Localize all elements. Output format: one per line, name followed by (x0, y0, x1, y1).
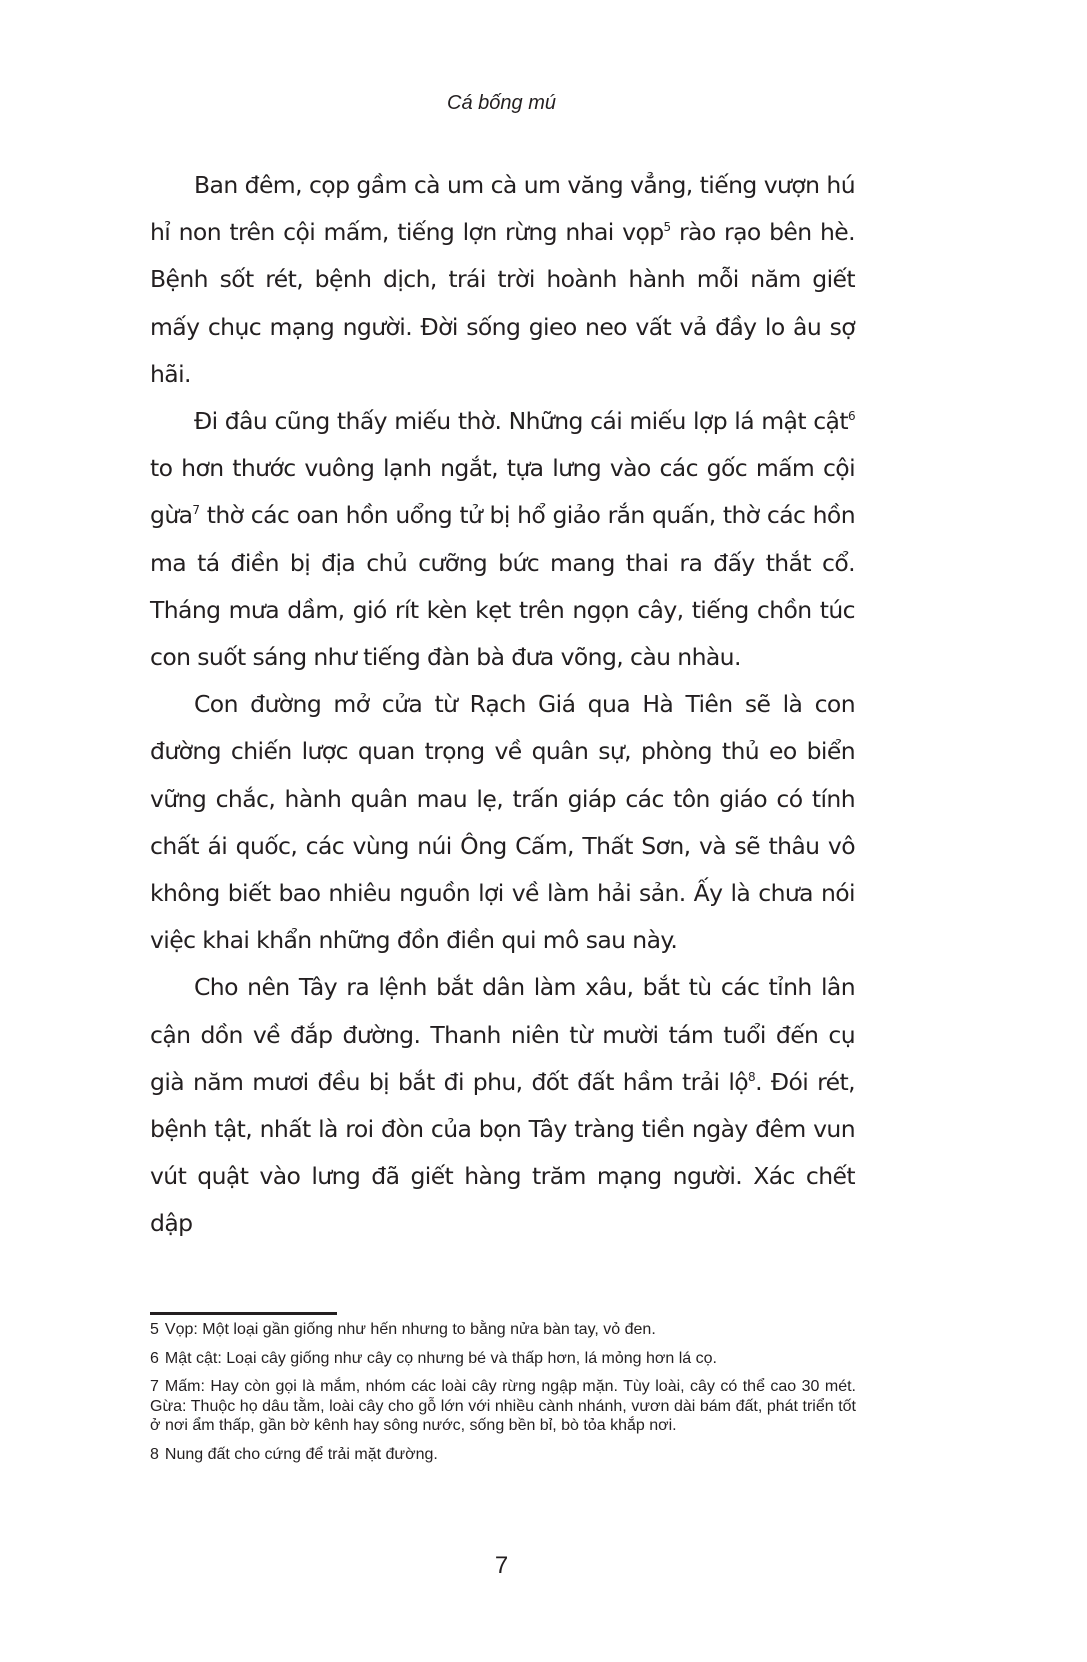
footnote-text: Mấm: Hay còn gọi là mắm, nhóm các loài cây rừng ngập mặn. Tùy loài, cây có thể cao 30 mét. Gừa: Thuộc họ dâu tằm, loài cây cho gỗ lớn với nhiều cành nhánh, vươn dài bám đất, phát triển tốt ở nơi ẩm thấp, gần bờ kênh hay sông nước, sống bền bỉ, bò tỏa khắp nơi. (150, 1378, 856, 1434)
body-text (150, 162, 855, 1248)
paragraph (150, 162, 855, 398)
footnote-ref-7[interactable]: 7 (192, 503, 200, 518)
text-segment: Đi đâu cũng thấy miếu thờ. Những cái miếu lợp lá mật cật (194, 407, 848, 436)
footnote-number: 5 (150, 1321, 159, 1338)
text-segment: thờ các oan hồn uổng tử bị hổ giảo rắn quấn, thờ các hồn ma tá điền bị địa chủ cưỡng bức mang thai ra đấy thắt cổ. Tháng mưa dầm, gió rít kèn kẹt trên ngọn cây, tiếng chồn túc con suốt sáng như tiếng đàn bà đưa võng, càu nhàu. (150, 501, 855, 672)
text-segment: Con đường mở cửa từ Rạch Giá qua Hà Tiên sẽ là con đường chiến lược quan trọng về quân sự, phòng thủ eo biển vững chắc, hành quân mau lẹ, trấn giáp các tôn giáo có tính chất ái quốc, các vùng núi Ông Cấm, Thất Sơn, và sẽ thâu vô không biết bao nhiêu nguồn lợi về làm hải sản. Ấy là chưa nói việc khai khẩn những đồn điền qui mô sau này. (150, 690, 855, 955)
running-head: Cá bống mú (447, 92, 556, 114)
footnote-text: Vọp: Một loại gần giống như hến nhưng to bằng nửa bàn tay, vỏ đen. (164, 1321, 656, 1338)
text-segment: . Đói rét, bệnh tật, nhất là roi đòn của bọn Tây tràng tiền ngày đêm vun vút quật vào lưng đã giết hàng trăm mạng người. Xác chết dập (150, 1067, 855, 1238)
footnote-text: Nung đất cho cứng để trải mặt đường. (164, 1445, 438, 1463)
paragraph (150, 964, 855, 1247)
paragraph (150, 681, 855, 964)
text-segment: to hơn thước vuông lạnh ngắt, tựa lưng vào các gốc mấm cội gừa (150, 454, 855, 530)
footnote-5 (150, 1320, 856, 1340)
footnote-8 (150, 1445, 856, 1465)
text-segment: Cho nên Tây ra lệnh bắt dân làm xâu, bắt tù các tỉnh lân cận dồn về đắp đường. Thanh niên từ mười tám tuổi đến cụ già năm mươi đều bị bắt đi phu, đốt đất hầm trải lộ (150, 973, 855, 1096)
paragraph (150, 398, 855, 681)
footnote-ref-8[interactable]: 8 (748, 1070, 756, 1085)
footnote-ref-5[interactable]: 5 (663, 220, 671, 235)
text-segment: rào rạo bên hè. Bệnh sốt rét, bệnh dịch, trái trời hoành hành mỗi năm giết mấy chục mạng người. Đời sống gieo neo vất vả đầy lo âu sợ hãi. (150, 218, 855, 388)
footnote-divider (150, 1312, 337, 1315)
footnote-number: 7 (150, 1378, 159, 1395)
footnote-7 (150, 1377, 856, 1436)
footnote-ref-6[interactable]: 6 (847, 409, 855, 424)
footnotes (150, 1320, 856, 1473)
page-number: 7 (494, 1552, 509, 1579)
footnote-number: 8 (150, 1445, 159, 1463)
footnote-text: Mật cật: Loại cây giống như cây cọ nhưng bé và thấp hơn, lá mỏng hơn lá cọ. (164, 1349, 717, 1367)
text-segment: Ban đêm, cọp gầm cà um cà um văng vẳng, tiếng vượn hú hỉ non trên cội mấm, tiếng lợn rừng nhai vọp (150, 171, 855, 247)
footnote-number: 6 (150, 1349, 159, 1367)
footnote-6 (150, 1349, 856, 1369)
